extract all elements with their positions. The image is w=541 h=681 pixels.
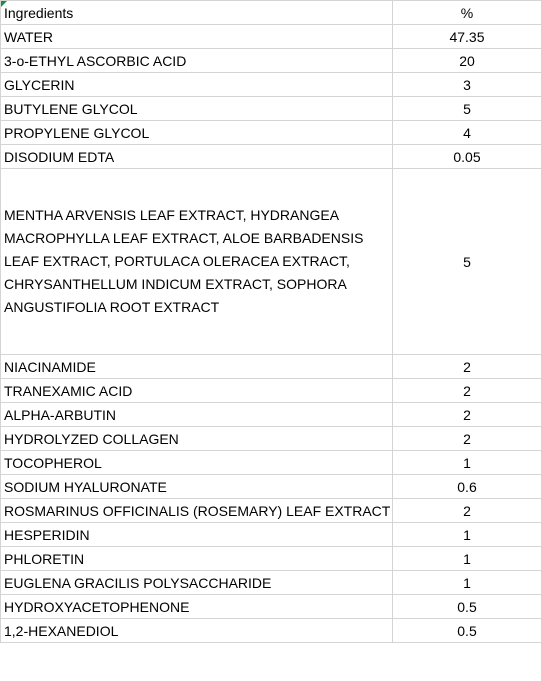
percent-cell[interactable]: 4 xyxy=(393,121,541,145)
percent-cell[interactable]: 1 xyxy=(393,547,541,571)
percent-cell[interactable]: 1 xyxy=(393,571,541,595)
table-row xyxy=(1,121,541,145)
table-row xyxy=(1,25,541,49)
table-row xyxy=(1,499,541,523)
percent-cell[interactable]: 0.6 xyxy=(393,475,541,499)
percent-cell[interactable]: 20 xyxy=(393,49,541,73)
ingredient-cell[interactable]: TRANEXAMIC ACID xyxy=(1,379,393,403)
ingredient-cell[interactable]: 1,2-HEXANEDIOL xyxy=(1,619,393,643)
header-percent-cell[interactable]: % xyxy=(393,1,541,25)
percent-cell[interactable]: 0.5 xyxy=(393,595,541,619)
percent-cell[interactable]: 0.5 xyxy=(393,619,541,643)
ingredient-cell[interactable]: BUTYLENE GLYCOL xyxy=(1,97,393,121)
percent-cell[interactable]: 1 xyxy=(393,523,541,547)
percent-cell[interactable]: 5 xyxy=(393,97,541,121)
percent-cell[interactable]: 2 xyxy=(393,379,541,403)
percent-cell[interactable]: 5 xyxy=(393,169,541,355)
table-row xyxy=(1,523,541,547)
table-row xyxy=(1,427,541,451)
table-row xyxy=(1,475,541,499)
ingredient-cell[interactable]: PROPYLENE GLYCOL xyxy=(1,121,393,145)
ingredient-cell[interactable]: TOCOPHEROL xyxy=(1,451,393,475)
table-row xyxy=(1,451,541,475)
percent-cell[interactable]: 2 xyxy=(393,403,541,427)
ingredient-cell[interactable]: EUGLENA GRACILIS POLYSACCHARIDE xyxy=(1,571,393,595)
table-row xyxy=(1,97,541,121)
table-row xyxy=(1,571,541,595)
table-row xyxy=(1,355,541,379)
table-row xyxy=(1,547,541,571)
header-ingredients-cell[interactable]: Ingredients xyxy=(1,1,393,25)
header-row xyxy=(1,1,541,25)
table-row xyxy=(1,619,541,643)
ingredient-cell[interactable]: 3-o-ETHYL ASCORBIC ACID xyxy=(1,49,393,73)
table-row xyxy=(1,595,541,619)
ingredient-cell[interactable]: HYDROXYACETOPHENONE xyxy=(1,595,393,619)
table-row xyxy=(1,403,541,427)
table-row xyxy=(1,49,541,73)
ingredient-cell[interactable]: SODIUM HYALURONATE xyxy=(1,475,393,499)
ingredient-cell-wrapped[interactable]: MENTHA ARVENSIS LEAF EXTRACT, HYDRANGEA MACROPHYLLA LEAF EXTRACT, ALOE BARBADENSIS LEAF EXTRACT, PORTULACA OLERACEA EXTRACT, CHRYSANTHELLUM INDICUM EXTRACT, SOPHORA ANGUSTIFOLIA ROOT EXTRACT xyxy=(1,169,393,355)
table-row xyxy=(1,73,541,97)
ingredient-cell[interactable]: NIACINAMIDE xyxy=(1,355,393,379)
percent-cell[interactable]: 2 xyxy=(393,355,541,379)
percent-cell[interactable]: 0.05 xyxy=(393,145,541,169)
percent-cell[interactable]: 3 xyxy=(393,73,541,97)
ingredient-cell[interactable]: ALPHA-ARBUTIN xyxy=(1,403,393,427)
ingredient-cell[interactable]: ROSMARINUS OFFICINALIS (ROSEMARY) LEAF EXTRACT xyxy=(1,499,393,523)
ingredient-cell[interactable]: PHLORETIN xyxy=(1,547,393,571)
ingredient-cell[interactable]: DISODIUM EDTA xyxy=(1,145,393,169)
table-row xyxy=(1,145,541,169)
percent-cell[interactable]: 47.35 xyxy=(393,25,541,49)
table-row-wrapped xyxy=(1,169,541,355)
percent-cell[interactable]: 2 xyxy=(393,499,541,523)
percent-cell[interactable]: 2 xyxy=(393,427,541,451)
ingredient-cell[interactable]: HYDROLYZED COLLAGEN xyxy=(1,427,393,451)
percent-cell[interactable]: 1 xyxy=(393,451,541,475)
active-cell-marker-icon xyxy=(1,1,7,7)
ingredient-cell[interactable]: HESPERIDIN xyxy=(1,523,393,547)
table-row xyxy=(1,379,541,403)
ingredient-cell[interactable]: WATER xyxy=(1,25,393,49)
ingredient-cell[interactable]: GLYCERIN xyxy=(1,73,393,97)
